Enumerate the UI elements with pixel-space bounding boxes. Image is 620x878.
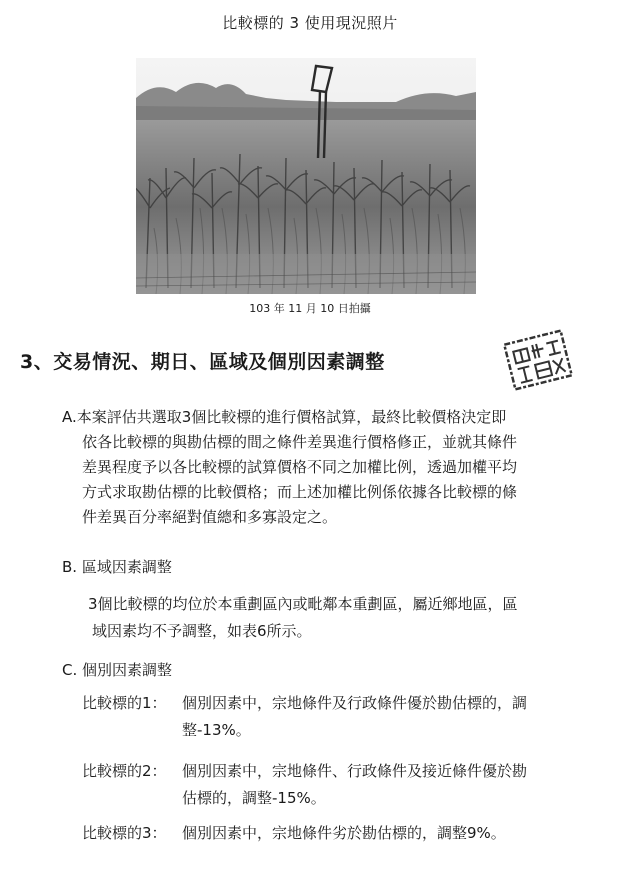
comparable-text-line: 個別因素中，宗地條件劣於勘估標的，調整9%。 <box>182 824 506 842</box>
comparable-text-line: 個別因素中，宗地條件、行政條件及接近條件優於勘 <box>182 762 528 780</box>
subheading-c: C. 個別因素調整 <box>62 661 173 679</box>
corn-field-image <box>136 58 476 294</box>
paragraph-a <box>62 405 602 530</box>
comparable-text-line: 個別因素中，宗地條件及行政條件優於勘估標的，調 <box>182 694 528 712</box>
photo-caption-top: 比較標的 3 使用現況照片 <box>222 14 398 32</box>
paragraph-b-line: 域因素均不予調整，如表6所示。 <box>92 622 312 640</box>
comparable-text-line: 整-13%。 <box>182 721 251 739</box>
paragraph-a-line: A.本案評估共選取3個比較標的進行價格試算，最終比較價格決定即 <box>62 408 507 426</box>
comparable-label: 比較標的2： <box>82 762 167 780</box>
section-heading: 3、交易情況、期日、區域及個別因素調整 <box>20 351 385 373</box>
paragraph-b-line: 3個比較標的均位於本重劃區內或毗鄰本重劃區，屬近鄉地區，區 <box>88 595 518 613</box>
paragraph-a-line: 件差異百分率絕對值總和多寡設定之。 <box>82 508 338 526</box>
seal-stamp-icon <box>501 327 576 393</box>
seal-stamp <box>501 327 576 393</box>
paragraph-a-line: 依各比較標的與勘估標的間之條件差異進行價格修正，並就其條件 <box>82 433 518 451</box>
comparable-label: 比較標的3： <box>82 824 167 842</box>
comparable-label: 比較標的1： <box>82 694 167 712</box>
site-photo <box>136 58 476 294</box>
comparable-text-line: 估標的，調整-15%。 <box>182 789 326 807</box>
photo-date-caption: 103 年 11 月 10 日拍攝 <box>249 302 371 315</box>
paragraph-b <box>88 591 608 645</box>
paragraph-a-line: 方式求取勘估標的比較價格；而上述加權比例係依據各比較標的條 <box>82 483 518 501</box>
paragraph-a-line: 差異程度予以各比較標的試算價格不同之加權比例，透過加權平均 <box>82 458 518 476</box>
subheading-b: B. 區域因素調整 <box>62 558 172 576</box>
